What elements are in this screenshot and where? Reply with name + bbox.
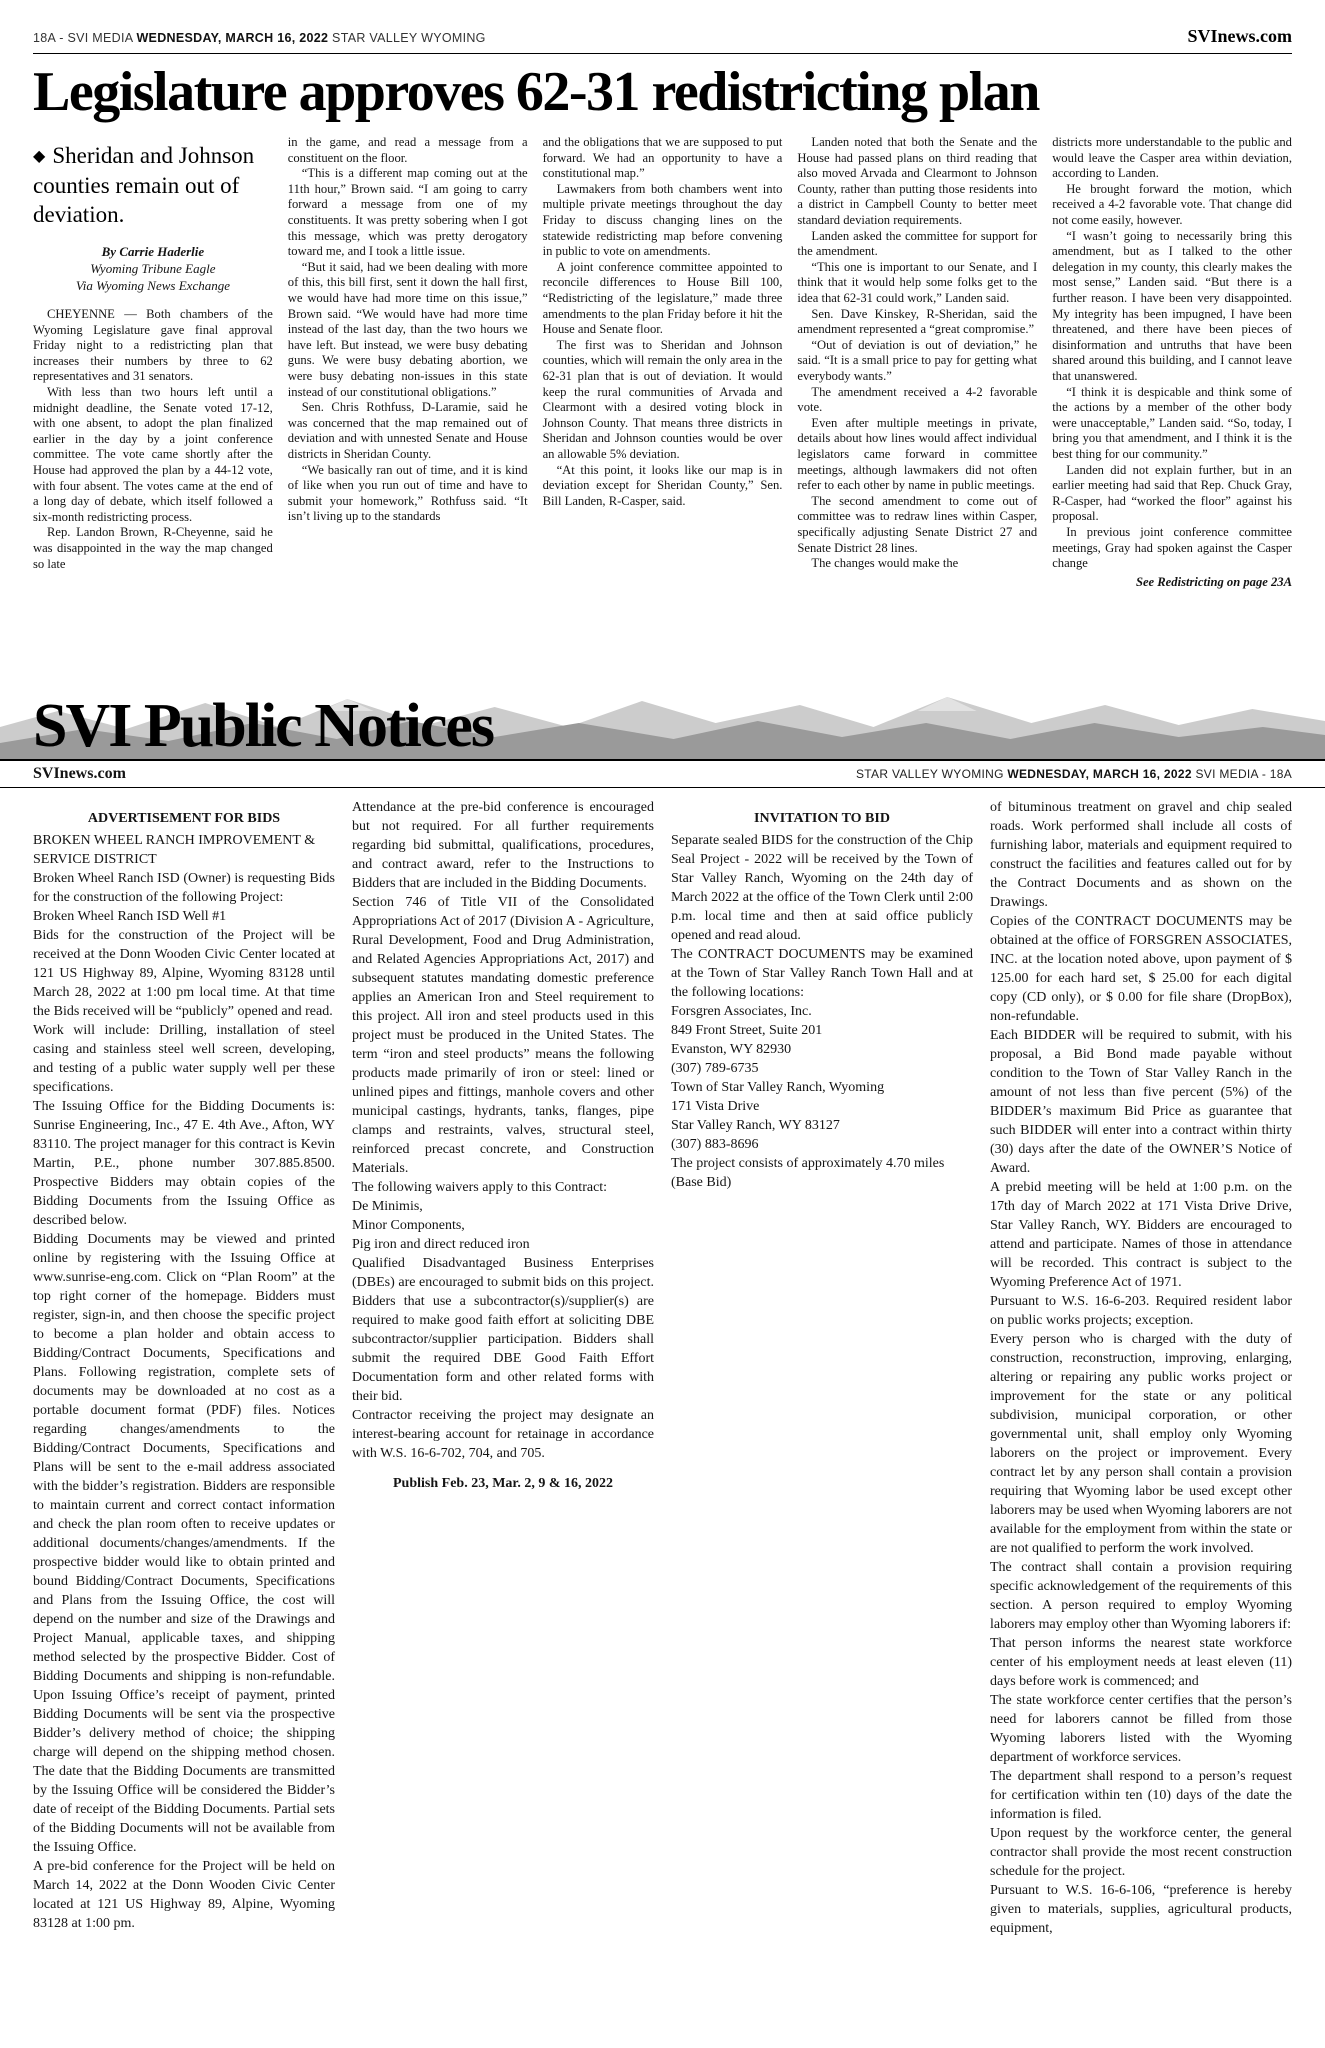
paragraph: Broken Wheel Ranch ISD (Owner) is requesting Bids for the construction of the following Project: bbox=[33, 871, 335, 906]
paragraph: “But it said, had we been dealing with more of this, this bill first, sent it down the hall first, we would have had more time on this issue,” Brown said. “We would have had more time instead of the last day, than the two hours we have left. But instead, we were busy debating guns. We were busy debating abortion, we were busy debating non-issues in this state instead of our constitutional obligations.” bbox=[287, 259, 528, 399]
paragraph: Sen. Chris Rothfuss, D-Laramie, said he was concerned that the map remained out of deviation and with unnested Senate and House districts in Sheridan County. bbox=[287, 400, 528, 461]
paragraph: The state workforce center certifies that the person’s need for laborers cannot be filled from those Wyoming laborers listed with the Wyoming department of workforce services. bbox=[990, 1693, 1292, 1766]
paragraph: In previous joint conference committee meetings, Gray had spoken against the Casper change bbox=[1052, 524, 1292, 571]
notices-column-2 bbox=[352, 798, 654, 2048]
paragraph: Minor Components, bbox=[352, 1218, 465, 1234]
paragraph: He brought forward the motion, which received a 4-2 favorable vote. That change did not come easily, however. bbox=[1052, 181, 1292, 228]
notices-bar bbox=[0, 759, 1325, 788]
paragraph: CHEYENNE — Both chambers of the Wyoming Legislature gave final approval Friday night to a redistricting plan that increases their numbers by three to 62 representatives and 31 senators. bbox=[33, 307, 273, 384]
paragraph: Lawmakers from both chambers went into multiple private meetings throughout the day Friday to discuss changing lines on the statewide redistricting map before convening in public to vote on amendments. bbox=[542, 181, 783, 259]
paragraph: A joint conference committee appointed to reconcile differences to House Bill 100, “Redistricting of the legislature,” made three amendments to the plan Friday before it hit the House and Senate floor. bbox=[542, 259, 783, 337]
notices-bar-date: WEDNESDAY, MARCH 16, 2022 bbox=[1007, 767, 1192, 782]
paragraph: Evanston, WY 82930 bbox=[671, 1042, 792, 1058]
paragraph: “At this point, it looks like our map is in deviation except for Sheridan County,” Sen. Bill Landen, R-Casper, said. bbox=[542, 462, 783, 508]
notices-bar-website: SVInews.com bbox=[33, 765, 126, 783]
notices-column-1 bbox=[33, 798, 335, 2048]
public-notices-body bbox=[33, 798, 1292, 2048]
paragraph: The first was to Sheridan and Johnson counties, which will remain the only area in the 62-31 plan that is out of deviation. It would keep the rural communities of Arvada and Clearmont with a desired voting block in Johnson County. That means three districts in Sheridan and Johnson counties would be over an allowable 5% deviation. bbox=[542, 337, 783, 461]
paragraph: Pursuant to W.S. 16-6-106, “preference is hereby given to materials, supplies, agricultural products, equipment, bbox=[990, 1883, 1292, 1937]
paragraph: Rep. Landon Brown, R-Cheyenne, said he was disappointed in the way the map changed so late bbox=[33, 525, 273, 571]
paragraph: Qualified Disadvantaged Business Enterprises (DBEs) are encouraged to submit bids on this project. Bidders that use a subcontractor(s)/supplier(s) are required to make good faith effort at soliciting DBE subcontractor/supplier participation. Bidders shall submit the required DBE Good Faith Effort Documentation form and other related forms with their bid. bbox=[352, 1256, 654, 1405]
paragraph: Landen asked the committee for support for the amendment. bbox=[797, 228, 1038, 259]
article-column-5 bbox=[1052, 135, 1292, 663]
paragraph: “I think it is despicable and think some of the actions by a member of the other body were unacceptable,” Landen said. “So, today, I bring you that amendment, and I think it is the best thing for our community.” bbox=[1052, 384, 1292, 461]
deck-text: Sheridan and Johnson counties remain out of deviation. bbox=[33, 143, 255, 228]
paragraph: With less than two hours left until a midnight deadline, the Senate voted 17-12, with one absent, to adopt the plan finalized earlier in the day by a joint conference committee. The vote came shortly after the House had approved the plan by a 44-12 vote, with four absent. The votes came at the end of a long day of debate, which itself followed a six-month redistricting process. bbox=[33, 385, 273, 524]
article-column-2 bbox=[288, 135, 528, 663]
paragraph: The amendment received a 4-2 favorable vote. bbox=[797, 384, 1038, 415]
header-location: STAR VALLEY WYOMING bbox=[328, 31, 486, 45]
paragraph: Upon request by the workforce center, the general contractor shall provide the most recent construction schedule for the project. bbox=[990, 1826, 1292, 1880]
header-date: WEDNESDAY, MARCH 16, 2022 bbox=[136, 31, 329, 45]
notices-bar-page-label: SVI MEDIA - 18A bbox=[1191, 767, 1292, 782]
article-body bbox=[33, 135, 1292, 663]
paragraph: Attendance at the pre-bid conference is encouraged but not required. For all further requirements regarding bid submittal, qualifications, procedures, and contract award, refer to the Instructions to Bidders that are included in the Bidding Documents. bbox=[352, 800, 654, 892]
paragraph: 171 Vista Drive bbox=[671, 1099, 760, 1115]
paragraph: Separate sealed BIDS for the construction of the Chip Seal Project - 2022 will be received by the Town of Star Valley Ranch, Wyoming on the 24th day of March 2022 at the office of the Town Clerk until 2:00 p.m. local time and then at said office publicly opened and read aloud. bbox=[671, 833, 973, 944]
article-column-4 bbox=[797, 135, 1037, 663]
paragraph: and the obligations that we are supposed to put forward. We had an opportunity to have a constitutional map.” bbox=[542, 135, 783, 181]
paragraph: (307) 789-6735 bbox=[671, 1061, 759, 1077]
paragraph: A pre-bid conference for the Project will be held on March 14, 2022 at the Donn Wooden Civic Center located at 121 US Highway 89, Alpine, Wyoming 83128 at 1:00 pm. bbox=[33, 1859, 335, 1932]
header-page-label: 18A - SVI MEDIA bbox=[33, 31, 137, 45]
paragraph: Bids for the construction of the Project will be received at the Donn Wooden Civic Center located at 121 US Highway 89, Alpine, Wyoming 83128 until March 28, 2022 at 1:00 pm local time. At that time the Bids received will be “publicly” opened and read. bbox=[33, 928, 335, 1020]
header-edition-info bbox=[33, 31, 486, 45]
paragraph: “This is a different map coming out at the 11th hour,” Brown said. “I am going to carry forward a message from one of my constituents. It was pretty sobering when I got this message, which was pretty derogatory toward me, and I took a little issue. bbox=[287, 166, 528, 259]
paragraph: (307) 883-8696 bbox=[671, 1137, 759, 1153]
paragraph: De Minimis, bbox=[352, 1199, 423, 1215]
paragraph: Forsgren Associates, Inc. bbox=[671, 1004, 812, 1020]
paragraph: The changes would make the bbox=[811, 556, 959, 571]
paragraph: Every person who is charged with the duty of construction, reconstruction, improving, enlarging, altering or repairing any public works project or improvement for the state or any political subdivision, municipal corporation, or other governmental unit, shall employ only Wyoming laborers on the project or improvement. Every contract let by any person shall contain a provision requiring that Wyoming labor be used except other laborers may be used when Wyoming laborers are not available for the employment from within the state or are not qualified to perform the work involved. bbox=[990, 1332, 1292, 1557]
paragraph: The second amendment to come out of committee was to redraw lines within Casper, specifically adjusting Senate District 27 and Senate District 28 lines. bbox=[797, 493, 1038, 555]
paragraph: 849 Front Street, Suite 201 bbox=[671, 1023, 823, 1039]
notices-column-3 bbox=[671, 798, 973, 2048]
paragraph: “I wasn’t going to necessarily bring this amendment, but as I talked to the other delegation in my county, this clearly makes the most sense,” Landen said. “But there is a further reason. I have been very disappointed. My integrity has been impugned, I have been threatened, and there have been pieces of disinformation and untruths that have been shared around this building, and I cannot leave that unanswered. bbox=[1052, 228, 1292, 384]
paragraph: INVITATION TO BID bbox=[754, 811, 890, 827]
paragraph: The CONTRACT DOCUMENTS may be examined at the Town of Star Valley Ranch Town Hall and at the following locations: bbox=[671, 947, 973, 1001]
public-notices-title: SVI Public Notices bbox=[33, 692, 493, 760]
article-column-1 bbox=[33, 135, 273, 663]
article-headline: Legislature approves 62-31 redistricting plan bbox=[33, 61, 1039, 123]
paragraph: “We basically ran out of time, and it is kind of like when you run out of time and have to submit your homework,” Rothfuss said. “It isn’t living up to the standards bbox=[287, 462, 528, 524]
paragraph: Work will include: Drilling, installation of steel casing and stainless steel well screen, developing, and testing of a public water supply well per these specifications. bbox=[33, 1023, 335, 1096]
paragraph: Pursuant to W.S. 16-6-203. Required resident labor on public works projects; exception. bbox=[990, 1294, 1292, 1329]
paragraph: Landen noted that both the Senate and the House had passed plans on third reading that also moved Arvada and Clearmont to Johnson County, rather than putting those residents into a district in Campbell County to better meet standard deviation requirements. bbox=[797, 135, 1038, 228]
byline-via: Via Wyoming News Exchange bbox=[75, 278, 230, 294]
paragraph: in the game, and read a message from a constituent on the floor. bbox=[287, 135, 528, 165]
byline-organization: Wyoming Tribune Eagle bbox=[90, 261, 216, 277]
diamond-bullet-icon: ◆ bbox=[33, 148, 46, 166]
article-deck bbox=[33, 141, 273, 229]
article-column-1-text bbox=[33, 307, 273, 572]
paragraph: Sen. Dave Kinskey, R-Sheridan, said the amendment represented a “great compromise.” bbox=[797, 306, 1038, 337]
paragraph: Bidding Documents may be viewed and printed online by registering with the Issuing Office at www.sunrise-eng.com. Click on “Plan Room” at the top right corner of the homepage. Bidders must register, sign-in, and then choose the specific project to become a plan holder and obtain access to Bidding/Contract Documents, Specifications and Plans. Following registration, complete sets of documents may be downloaded at no cost as a portable document format (PDF) files. Notices regarding changes/amendments to the Bidding/Contract Documents, Specifications and Plans will be sent to the e-mail address associated with the bidder’s registration. Bidders are responsible to maintain current and correct contact information and check the plan room often to receive updates or additional documents/changes/amendments. If the prospective bidder would like to obtain printed and bound Bidding/Contract Documents, Specifications and Plans from the Issuing Office, the cost will depend on the number and size of the Drawings and Project Manual, applicable taxes, and shipping method selected by the prospective Bidder. Cost of Bidding Documents and shipping is non-refundable. Upon Issuing Office’s receipt of payment, printed Bidding Documents will be sent via the prospective Bidder’s delivery method of choice; the shipping charge will depend on the shipping method chosen. The date that the Bidding Documents are transmitted by the Issuing Office will be considered the Bidder’s date of receipt of the Bidding Documents. Partial sets of the Bidding Documents will not be available from the Issuing Office. bbox=[33, 1232, 335, 1856]
paragraph: The department shall respond to a person’s request for certification within ten (10) days of the date the information is filed. bbox=[990, 1769, 1292, 1823]
header-rule bbox=[33, 53, 1292, 54]
byline-author: By Carrie Haderlie bbox=[101, 244, 205, 260]
paragraph: The project consists of approximately 4.70 miles (Base Bid) bbox=[671, 1156, 945, 1191]
paragraph: Copies of the CONTRACT DOCUMENTS may be obtained at the office of FORSGREN ASSOCIATES, INC. at the location noted above, upon payment of $ 125.00 for each hard set, $ 25.00 for each digital copy (CD only), or $ 0.00 for file share (DropBox), non-refundable. bbox=[990, 914, 1292, 1025]
paragraph: ADVERTISEMENT FOR BIDS bbox=[87, 811, 281, 827]
notices-bar-location: STAR VALLEY WYOMING bbox=[856, 767, 1008, 782]
paragraph: Each BIDDER will be required to submit, with his proposal, a Bid Bond made payable without condition to the Town of Star Valley Ranch in the amount of not less than five percent (5%) of the BIDDER’s maximum Bid Price as guarantee that such BIDDER will enter into a contract within thirty (30) days after the date of the OWNER’S Notice of Award. bbox=[990, 1028, 1292, 1177]
article-column-3 bbox=[543, 135, 783, 663]
byline bbox=[33, 243, 273, 294]
paragraph: Contractor receiving the project may designate an interest-bearing account for retainage in accordance with W.S. 16-6-702, 704, and 705. bbox=[352, 1408, 654, 1462]
header-website: SVInews.com bbox=[1187, 26, 1292, 46]
paragraph: Pig iron and direct reduced iron bbox=[352, 1237, 530, 1253]
notices-column-4 bbox=[990, 798, 1292, 2048]
paragraph: Town of Star Valley Ranch, Wyoming bbox=[671, 1080, 885, 1096]
paragraph: That person informs the nearest state workforce center of his employment needs at least eleven (11) days before work is commenced; and bbox=[990, 1636, 1292, 1690]
paragraph: Even after multiple meetings in private, details about how lines would affect individual legislators came forward in committee meetings, although lawmakers did not often refer to each other by name in public meetings. bbox=[797, 415, 1038, 493]
paragraph: BROKEN WHEEL RANCH IMPROVEMENT & SERVICE DISTRICT bbox=[33, 833, 316, 868]
paragraph: The Issuing Office for the Bidding Documents is: Sunrise Engineering, Inc., 47 E. 4th Ave., Afton, WY 83110. The project manager for this contract is Kevin Martin, P.E., phone number 307.885.8500. Prospective Bidders may obtain copies of the Bidding Documents from the Issuing Office as described below. bbox=[33, 1099, 335, 1229]
paragraph: “Out of deviation is out of deviation,” he said. “It is a small price to pay for getting what everybody wants.” bbox=[797, 337, 1038, 384]
paragraph: See Redistricting on page 23A bbox=[1135, 574, 1292, 589]
paragraph: of bituminous treatment on gravel and chip sealed roads. Work performed shall include all costs of furnishing labor, materials and equipment required to construct the facilities and features called out for by the Contract Documents and as shown on the Drawings. bbox=[990, 800, 1292, 911]
notices-bar-edition-info bbox=[856, 767, 1292, 781]
paragraph: “This one is important to our Senate, and I think that it would help some folks get to the idea that 62-31 could work,” Landen said. bbox=[797, 259, 1038, 306]
paragraph: The following waivers apply to this Contract: bbox=[352, 1180, 608, 1196]
paragraph: A prebid meeting will be held at 1:00 p.m. on the 17th day of March 2022 at 171 Vista Drive Drive, Star Valley Ranch, WY. Bidders are encouraged to attend and participate. Names of those in attendance will be recorded. This contract is subject to the Wyoming Preference Act of 1971. bbox=[990, 1180, 1292, 1291]
page-header bbox=[0, 0, 1325, 53]
paragraph: Publish Feb. 23, Mar. 2, 9 & 16, 2022 bbox=[393, 1476, 613, 1492]
paragraph: Star Valley Ranch, WY 83127 bbox=[671, 1118, 840, 1134]
paragraph: Broken Wheel Ranch ISD Well #1 bbox=[33, 909, 227, 925]
public-notices-banner bbox=[0, 671, 1325, 759]
paragraph: Landen did not explain further, but in an earlier meeting had said that Rep. Chuck Gray, R-Casper, had “worked the floor” against his proposal. bbox=[1052, 462, 1292, 524]
paragraph: districts more understandable to the public and would leave the Casper area within deviation, according to Landen. bbox=[1052, 135, 1292, 181]
paragraph: The contract shall contain a provision requiring specific acknowledgement of the requirements of this section. A person required to employ Wyoming laborers may employ other than Wyoming laborers if: bbox=[990, 1560, 1292, 1633]
paragraph: Section 746 of Title VII of the Consolidated Appropriations Act of 2017 (Division A - Agriculture, Rural Development, Food and Drug Administration, and Related Agencies Appropriations Act, 2017) and subsequent statutes mandating domestic preference applies an American Iron and Steel requirement to this project. All iron and steel products used in this project must be produced in the United States. The term “iron and steel products” means the following products made primarily of iron or steel: lined or unlined pipes and fittings, manhole covers and other municipal castings, hydrants, tanks, flanges, pipe clamps and restraints, valves, structural steel, reinforced precast concrete, and Construction Materials. bbox=[352, 895, 654, 1177]
